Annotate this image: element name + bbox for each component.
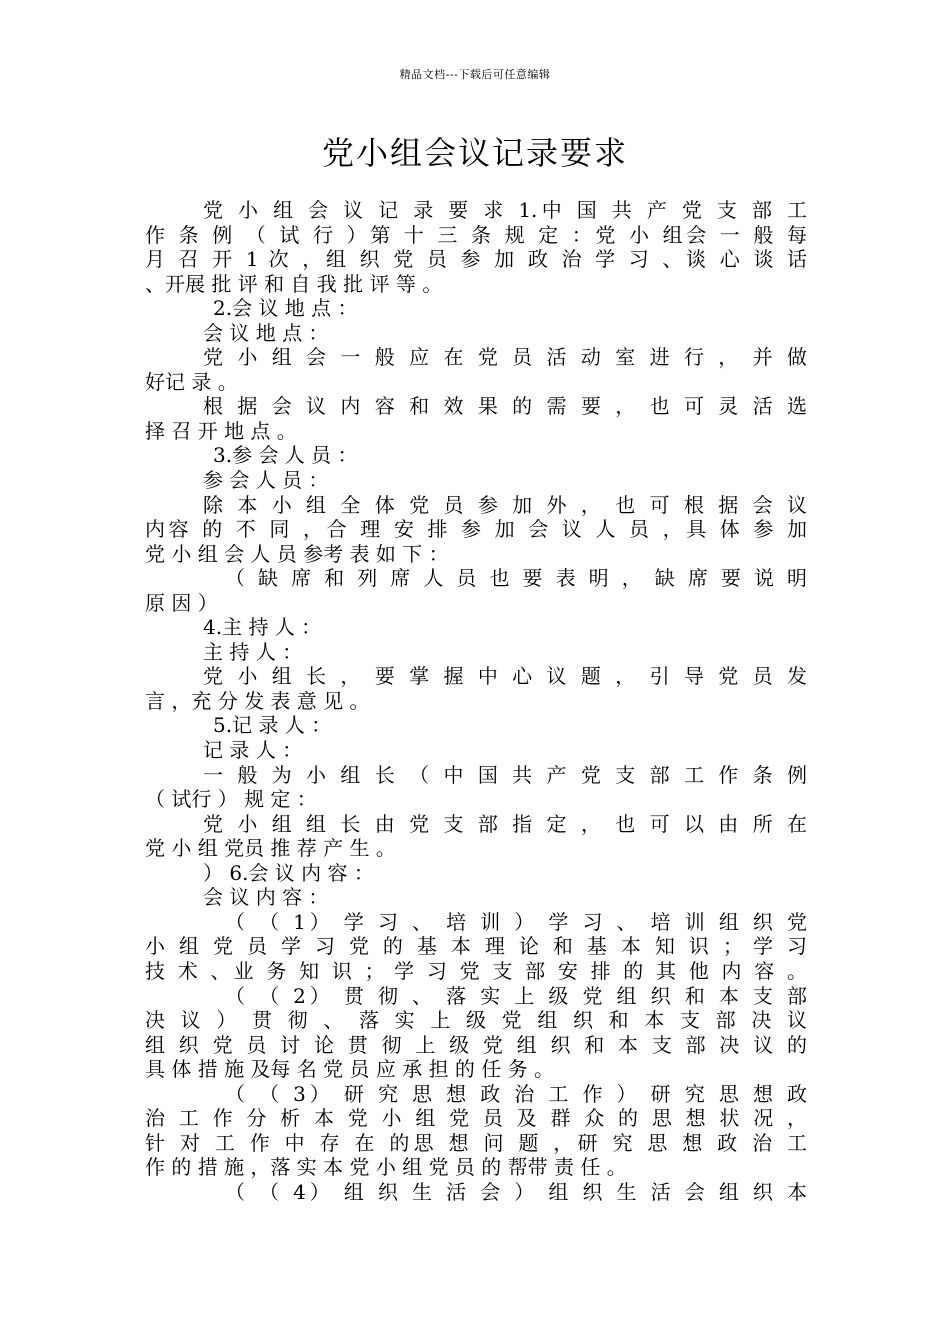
text-line: 月 召 开 1 次 ，组 织 党 员 参 加 政 治 学 习 、谈 心 谈 话 bbox=[145, 247, 807, 272]
text-line: （ 缺 席 和 列 席 人 员 也 要 表 明 ， 缺 席 要 说 明 bbox=[225, 566, 807, 591]
text-line: 针 对 工 作 中 存 在 的思 想 问 题 ，研 究 思 想 政 治 工 bbox=[145, 1130, 807, 1155]
text-line: 好记 录 。 bbox=[145, 369, 238, 394]
text-line: 、开展 批 评 和 自 我 批 评 等 。 bbox=[145, 271, 443, 296]
text-line: 党 小 组 会 人 员 参考 表 如 下 ： bbox=[145, 541, 449, 566]
text-line: 一 般 为 小 组 长 （ 中 国 共 产 党 支 部 工 作 条 例 bbox=[203, 762, 807, 787]
document-body bbox=[145, 198, 807, 1204]
text-line: 会 议 地 点 ： bbox=[203, 320, 329, 345]
text-line: 党 小 组 组 长 由 党 支 部 指 定 ， 也 可 以 由 所 在 bbox=[203, 811, 807, 836]
text-line: （ （ 2） 贯 彻 、 落 实 上 级 党 组 织 和 本 支 部 bbox=[225, 983, 807, 1008]
text-line: 记 录 人 ： bbox=[203, 738, 303, 763]
text-line: 择 召 开 地 点 。 bbox=[145, 418, 297, 443]
text-line: （ （ 3） 研 究 思 想 政 治 工 作 ） 研 究 思 想 政 bbox=[225, 1081, 807, 1106]
text-line: 除 本 小 组 全 体 党 员 参 加 外 ， 也 可 根 据 会 议 bbox=[203, 492, 807, 517]
text-line: 党 小 组 党员 推 荐 产 生 。 bbox=[145, 836, 396, 861]
text-line: 组 织 党 员 讨 论 贯 彻 上 级 党 组 织 和 本 支 部 决 议 的 bbox=[145, 1032, 807, 1057]
text-line: 5.记 录 人 ： bbox=[213, 713, 332, 738]
text-line: 作 条 例 （ 试 行 ）第 十 三 条 规 定 ：党 小 组会 一 般 每 bbox=[145, 222, 807, 247]
text-line: 会 议 内 容 ： bbox=[203, 885, 329, 910]
text-line: 2.会 议 地 点 ： bbox=[213, 296, 358, 321]
page-header-note: 精品文档---下载后可任意编辑 bbox=[399, 68, 551, 81]
text-line: 3.参 会 人 员 ： bbox=[213, 443, 358, 468]
text-line: （ （ 1） 学 习 、 培 训 ） 学 习 、 培 训 组 织 党 bbox=[225, 909, 807, 934]
text-line: 决 议 ） 贯 彻 、 落 实 上 级 党 组 织 和 本 支 部 决 议 bbox=[145, 1008, 807, 1033]
text-line: 言 ，充 分 发 表 意 见 。 bbox=[145, 688, 370, 713]
text-line: 参 会 人 员 ： bbox=[203, 468, 329, 493]
text-line: 治 工 作 分 析 本 党 小 组 党 员 及 群 众 的 思 想 状 况 ， bbox=[145, 1106, 807, 1131]
text-line: 原 因 ） bbox=[145, 590, 218, 615]
text-line: 小 组 党 员 学 习 党 的 基 本 理 论 和 基 本 知 识 ； 学 习 bbox=[145, 934, 807, 959]
text-line: 党 小 组 长 ， 要 掌 握 中 心 议 题 ， 引 导 党 员 发 bbox=[203, 664, 807, 689]
text-line: 党 小 组 会 议 记 录 要 求 1.中 国 共 产 党 支 部 工 bbox=[203, 198, 807, 222]
text-line: （ （ 4） 组 织 生 活 会 ） 组 织 生 活 会 组 织 本 bbox=[225, 1179, 807, 1204]
document-title: 党小组会议记录要求 bbox=[321, 134, 628, 172]
text-line: ） 6.会 议 内 容 ： bbox=[203, 860, 374, 885]
text-line: 内容 的 不 同 ，合 理 安 排 参 加 会 议 人 员 ，具 体 参 加 bbox=[145, 517, 807, 542]
text-line: 根 据 会 议 内 容 和 效 果 的 需 要 ， 也 可 灵 活 选 bbox=[203, 394, 807, 419]
text-line: 作 的 措 施 ，落 实 本 党 小 组 党 员 的 帮带 责 任 。 bbox=[145, 1155, 627, 1180]
text-line: 技 术 、业 务 知 识 ； 学 习 党 支 部 安 排 的 其 他 内 容 。 bbox=[145, 958, 807, 983]
text-line: 主 持 人 ： bbox=[203, 639, 303, 664]
text-line: 具 体 措 施 及每 名 党 员 应 承 担 的 任 务 。 bbox=[145, 1057, 555, 1082]
text-line: 4.主 持 人 ： bbox=[203, 615, 322, 640]
text-line: （ 试行 ） 规 定 ： bbox=[145, 787, 317, 812]
text-line: 党 小 组 会 一 般 应 在 党 员 活 动 室 进 行 ， 并 做 bbox=[203, 345, 807, 370]
